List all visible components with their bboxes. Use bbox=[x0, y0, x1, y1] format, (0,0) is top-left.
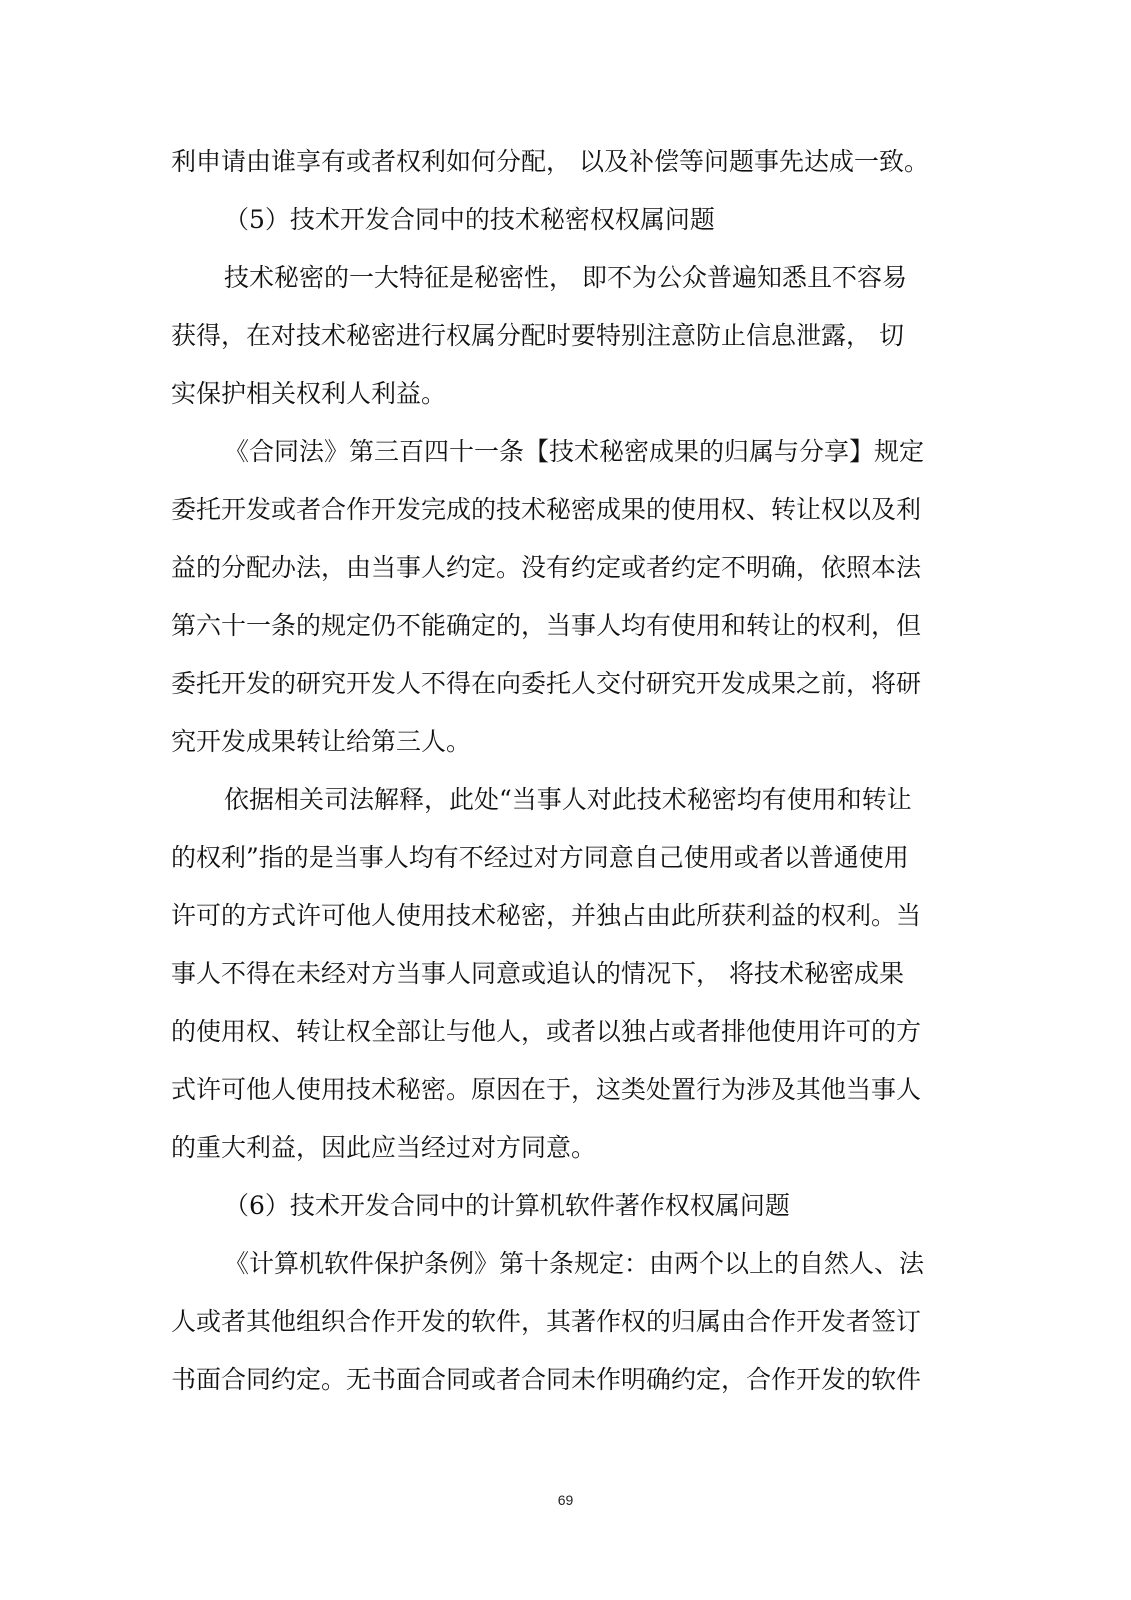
body-text-line: 的使用权、转让权全部让与他人，或者以独占或者排他使用许可的方 bbox=[171, 1017, 922, 1046]
body-text-line: 委托开发或者合作开发完成的技术秘密成果的使用权、转让权以及利 bbox=[171, 495, 922, 524]
body-text-line: 第六十一条的规定仍不能确定的，当事人均有使用和转让的权利，但 bbox=[171, 611, 922, 640]
body-text-line: 技术秘密的一大特征是秘密性， 即不为公众普遍知悉且不容易 bbox=[224, 263, 907, 292]
body-text-line: 委托开发的研究开发人不得在向委托人交付研究开发成果之前，将研 bbox=[171, 669, 922, 698]
body-text-line: 人或者其他组织合作开发的软件，其著作权的归属由合作开发者签订 bbox=[171, 1307, 922, 1336]
body-text-line: 事人不得在未经对方当事人同意或追认的情况下， 将技术秘密成果 bbox=[171, 959, 904, 988]
body-text-line: 依据相关司法解释，此处“当事人对此技术秘密均有使用和转让 bbox=[224, 785, 912, 814]
body-text-line: 的重大利益，因此应当经过对方同意。 bbox=[171, 1133, 597, 1162]
section-heading: （5）技术开发合同中的技术秘密权权属问题 bbox=[224, 205, 715, 234]
body-text-line: 究开发成果转让给第三人。 bbox=[171, 727, 472, 756]
body-text-line: 《计算机软件保护条例》第十条规定：由两个以上的自然人、法 bbox=[224, 1249, 925, 1278]
body-text-line: 益的分配办法，由当事人约定。没有约定或者约定不明确，依照本法 bbox=[171, 553, 922, 582]
section-heading: （6）技术开发合同中的计算机软件著作权权属问题 bbox=[224, 1191, 790, 1220]
body-text-line: 书面合同约定。无书面合同或者合同未作明确约定，合作开发的软件 bbox=[171, 1365, 922, 1394]
body-text-line: 实保护相关权利人利益。 bbox=[171, 379, 447, 408]
body-text-line: 许可的方式许可他人使用技术秘密，并独占由此所获利益的权利。当 bbox=[171, 901, 922, 930]
body-text-line: 的权利”指的是当事人均有不经过对方同意自己使用或者以普通使用 bbox=[171, 843, 909, 872]
body-text-line: 《合同法》第三百四十一条【技术秘密成果的归属与分享】规定 bbox=[224, 437, 925, 466]
body-text-line: 获得，在对技术秘密进行权属分配时要特别注意防止信息泄露， 切 bbox=[171, 321, 904, 350]
body-text-line: 利申请由谁享有或者权利如何分配， 以及补偿等问题事先达成一致。 bbox=[171, 147, 929, 176]
page-number: 69 bbox=[557, 1492, 574, 1508]
body-text-line: 式许可他人使用技术秘密。原因在于，这类处置行为涉及其他当事人 bbox=[171, 1075, 922, 1104]
